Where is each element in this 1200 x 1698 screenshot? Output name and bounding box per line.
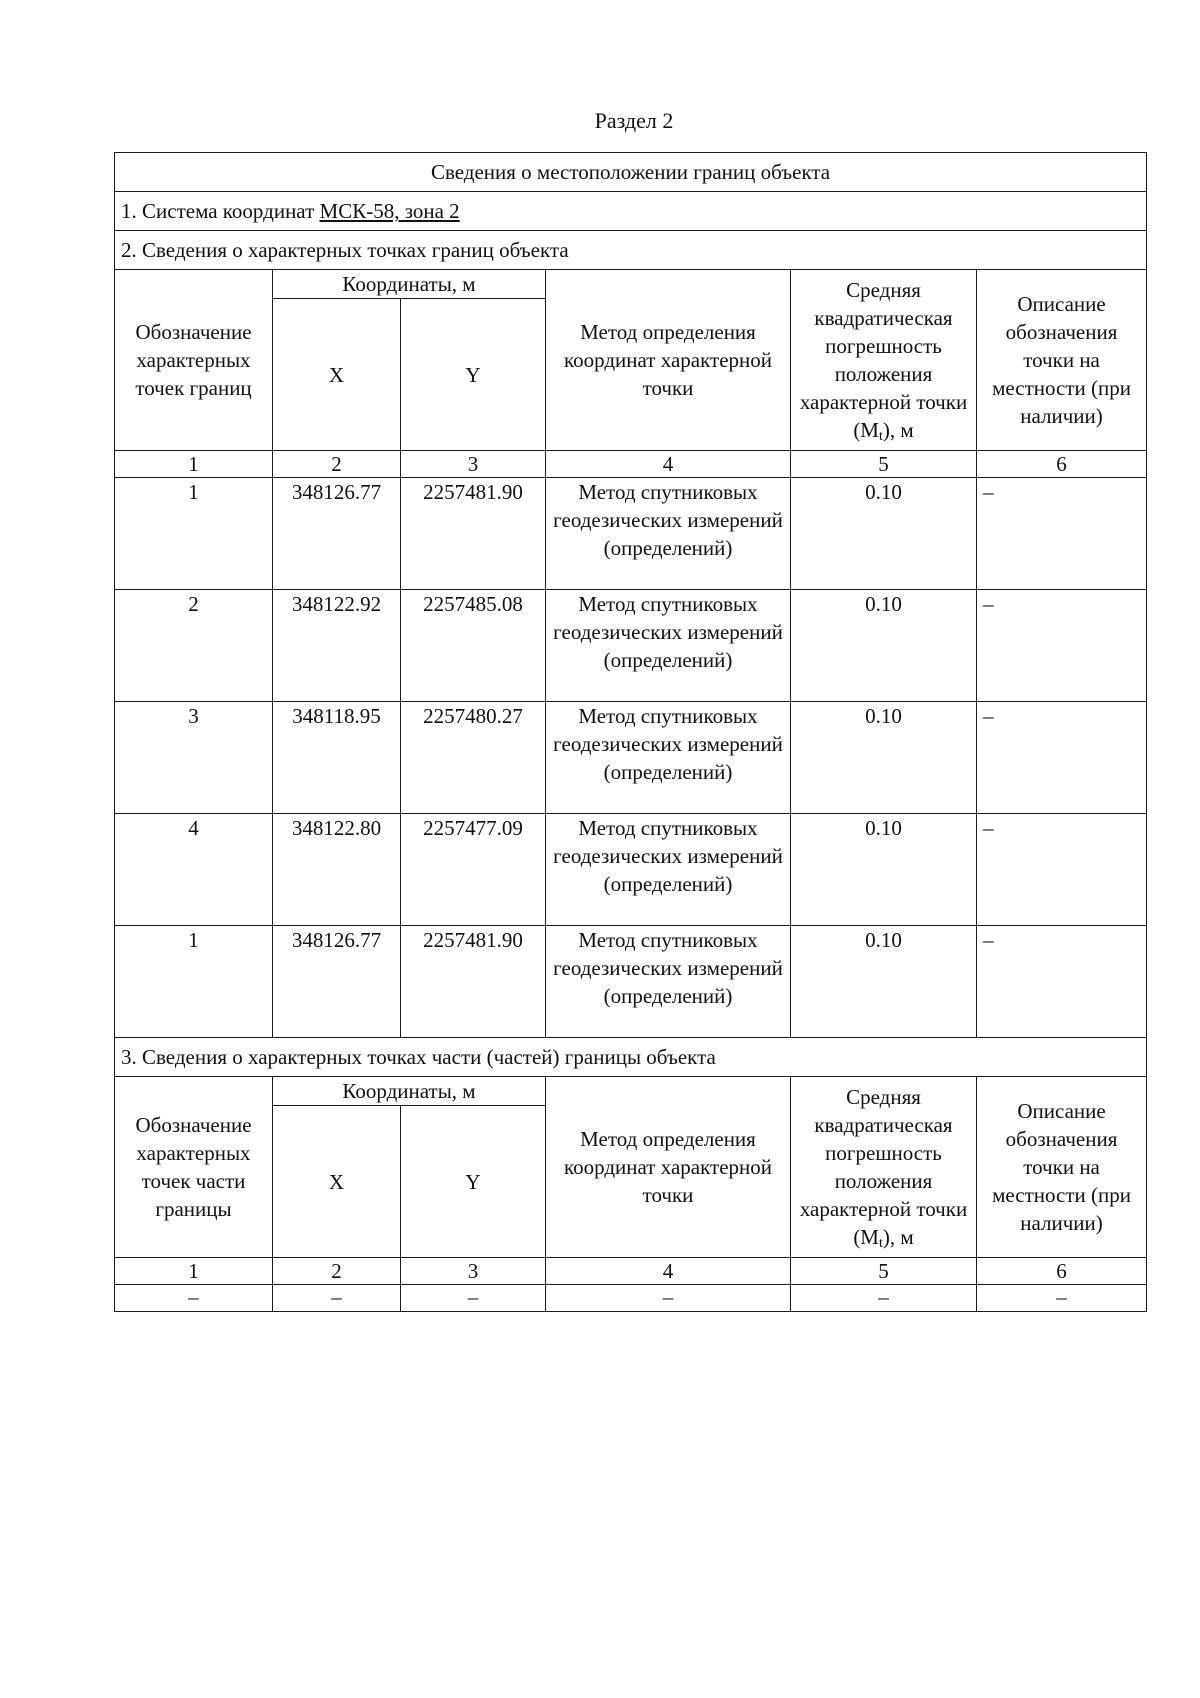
header-y: Y [401, 1106, 546, 1258]
header-error-unit: ), м [882, 1225, 914, 1249]
point-y: 2257480.27 [401, 702, 546, 814]
table-row [115, 590, 1147, 702]
section-title: Раздел 2 [594, 108, 674, 133]
header-x: X [273, 1106, 401, 1258]
point-error: 0.10 [791, 590, 977, 702]
point-x: 348122.92 [273, 590, 401, 702]
table-row [115, 926, 1147, 1038]
col-number: 4 [546, 451, 791, 478]
point-method: Метод спутниковых геодезических измерений (определений) [546, 702, 791, 814]
header-coords: Координаты, м [273, 1077, 546, 1106]
part-cell: – [401, 1285, 546, 1312]
header-method: Метод определения координат характерной точки [546, 270, 791, 451]
header-error-text: Средняя квадратическая погрешность положения характерной точки (M [799, 278, 968, 442]
part-cell: – [791, 1285, 977, 1312]
col-number: 5 [791, 1258, 977, 1285]
col-number: 5 [791, 451, 977, 478]
coord-system-value: МСК-58, зона 2 [319, 199, 460, 223]
header-error [791, 270, 977, 451]
header-error-sub: t [878, 429, 883, 444]
point-method: Метод спутниковых геодезических измерений (определений) [546, 926, 791, 1038]
point-id: 1 [115, 478, 273, 590]
header-y: Y [401, 299, 546, 451]
header-coords: Координаты, м [273, 270, 546, 299]
section3-title: 3. Сведения о характерных точках части (частей) границы объекта [115, 1038, 1147, 1077]
table-row [115, 814, 1147, 926]
table-row [115, 1285, 1147, 1312]
header-description: Описание обозначения точки на местности (при наличии) [977, 1077, 1147, 1258]
point-y: 2257481.90 [401, 926, 546, 1038]
col-number: 4 [546, 1258, 791, 1285]
point-id: 1 [115, 926, 273, 1038]
col-number: 3 [401, 451, 546, 478]
header-description: Описание обозначения точки на местности (при наличии) [977, 270, 1147, 451]
point-method: Метод спутниковых геодезических измерений (определений) [546, 590, 791, 702]
header-error [791, 1077, 977, 1258]
point-y: 2257481.90 [401, 478, 546, 590]
point-description: – [977, 926, 1147, 1038]
header-point-label: Обозначение характерных точек границ [115, 270, 273, 451]
point-id: 4 [115, 814, 273, 926]
col-number: 1 [115, 1258, 273, 1285]
boundary-table [114, 152, 1147, 1312]
point-y: 2257477.09 [401, 814, 546, 926]
coord-system-label: 1. Система координат [121, 199, 320, 223]
part-cell: – [546, 1285, 791, 1312]
header-x: X [273, 299, 401, 451]
section2-title: 2. Сведения о характерных точках границ объекта [115, 231, 1147, 270]
header-error-unit: ), м [882, 418, 914, 442]
table-row [115, 478, 1147, 590]
header-error-sub: t [878, 1236, 883, 1251]
point-method: Метод спутниковых геодезических измерений (определений) [546, 814, 791, 926]
point-x: 348126.77 [273, 478, 401, 590]
point-id: 2 [115, 590, 273, 702]
coord-system-row [115, 192, 1147, 231]
point-method: Метод спутниковых геодезических измерений (определений) [546, 478, 791, 590]
point-x: 348126.77 [273, 926, 401, 1038]
header-error-text: Средняя квадратическая погрешность положения характерной точки (M [799, 1085, 968, 1249]
col-number: 6 [977, 1258, 1147, 1285]
point-description: – [977, 478, 1147, 590]
point-y: 2257485.08 [401, 590, 546, 702]
col-number: 6 [977, 451, 1147, 478]
point-x: 348118.95 [273, 702, 401, 814]
part-cell: – [115, 1285, 273, 1312]
point-error: 0.10 [791, 478, 977, 590]
point-id: 3 [115, 702, 273, 814]
part-cell: – [977, 1285, 1147, 1312]
point-description: – [977, 702, 1147, 814]
point-description: – [977, 814, 1147, 926]
col-number: 1 [115, 451, 273, 478]
table-row [115, 702, 1147, 814]
col-number: 2 [273, 451, 401, 478]
table-title: Сведения о местоположении границ объекта [115, 153, 1147, 192]
point-description: – [977, 590, 1147, 702]
point-error: 0.10 [791, 926, 977, 1038]
point-error: 0.10 [791, 702, 977, 814]
point-x: 348122.80 [273, 814, 401, 926]
header-method: Метод определения координат характерной точки [546, 1077, 791, 1258]
header-part-point-label: Обозначение характерных точек части границы [115, 1077, 273, 1258]
col-number: 3 [401, 1258, 546, 1285]
part-cell: – [273, 1285, 401, 1312]
col-number: 2 [273, 1258, 401, 1285]
point-error: 0.10 [791, 814, 977, 926]
